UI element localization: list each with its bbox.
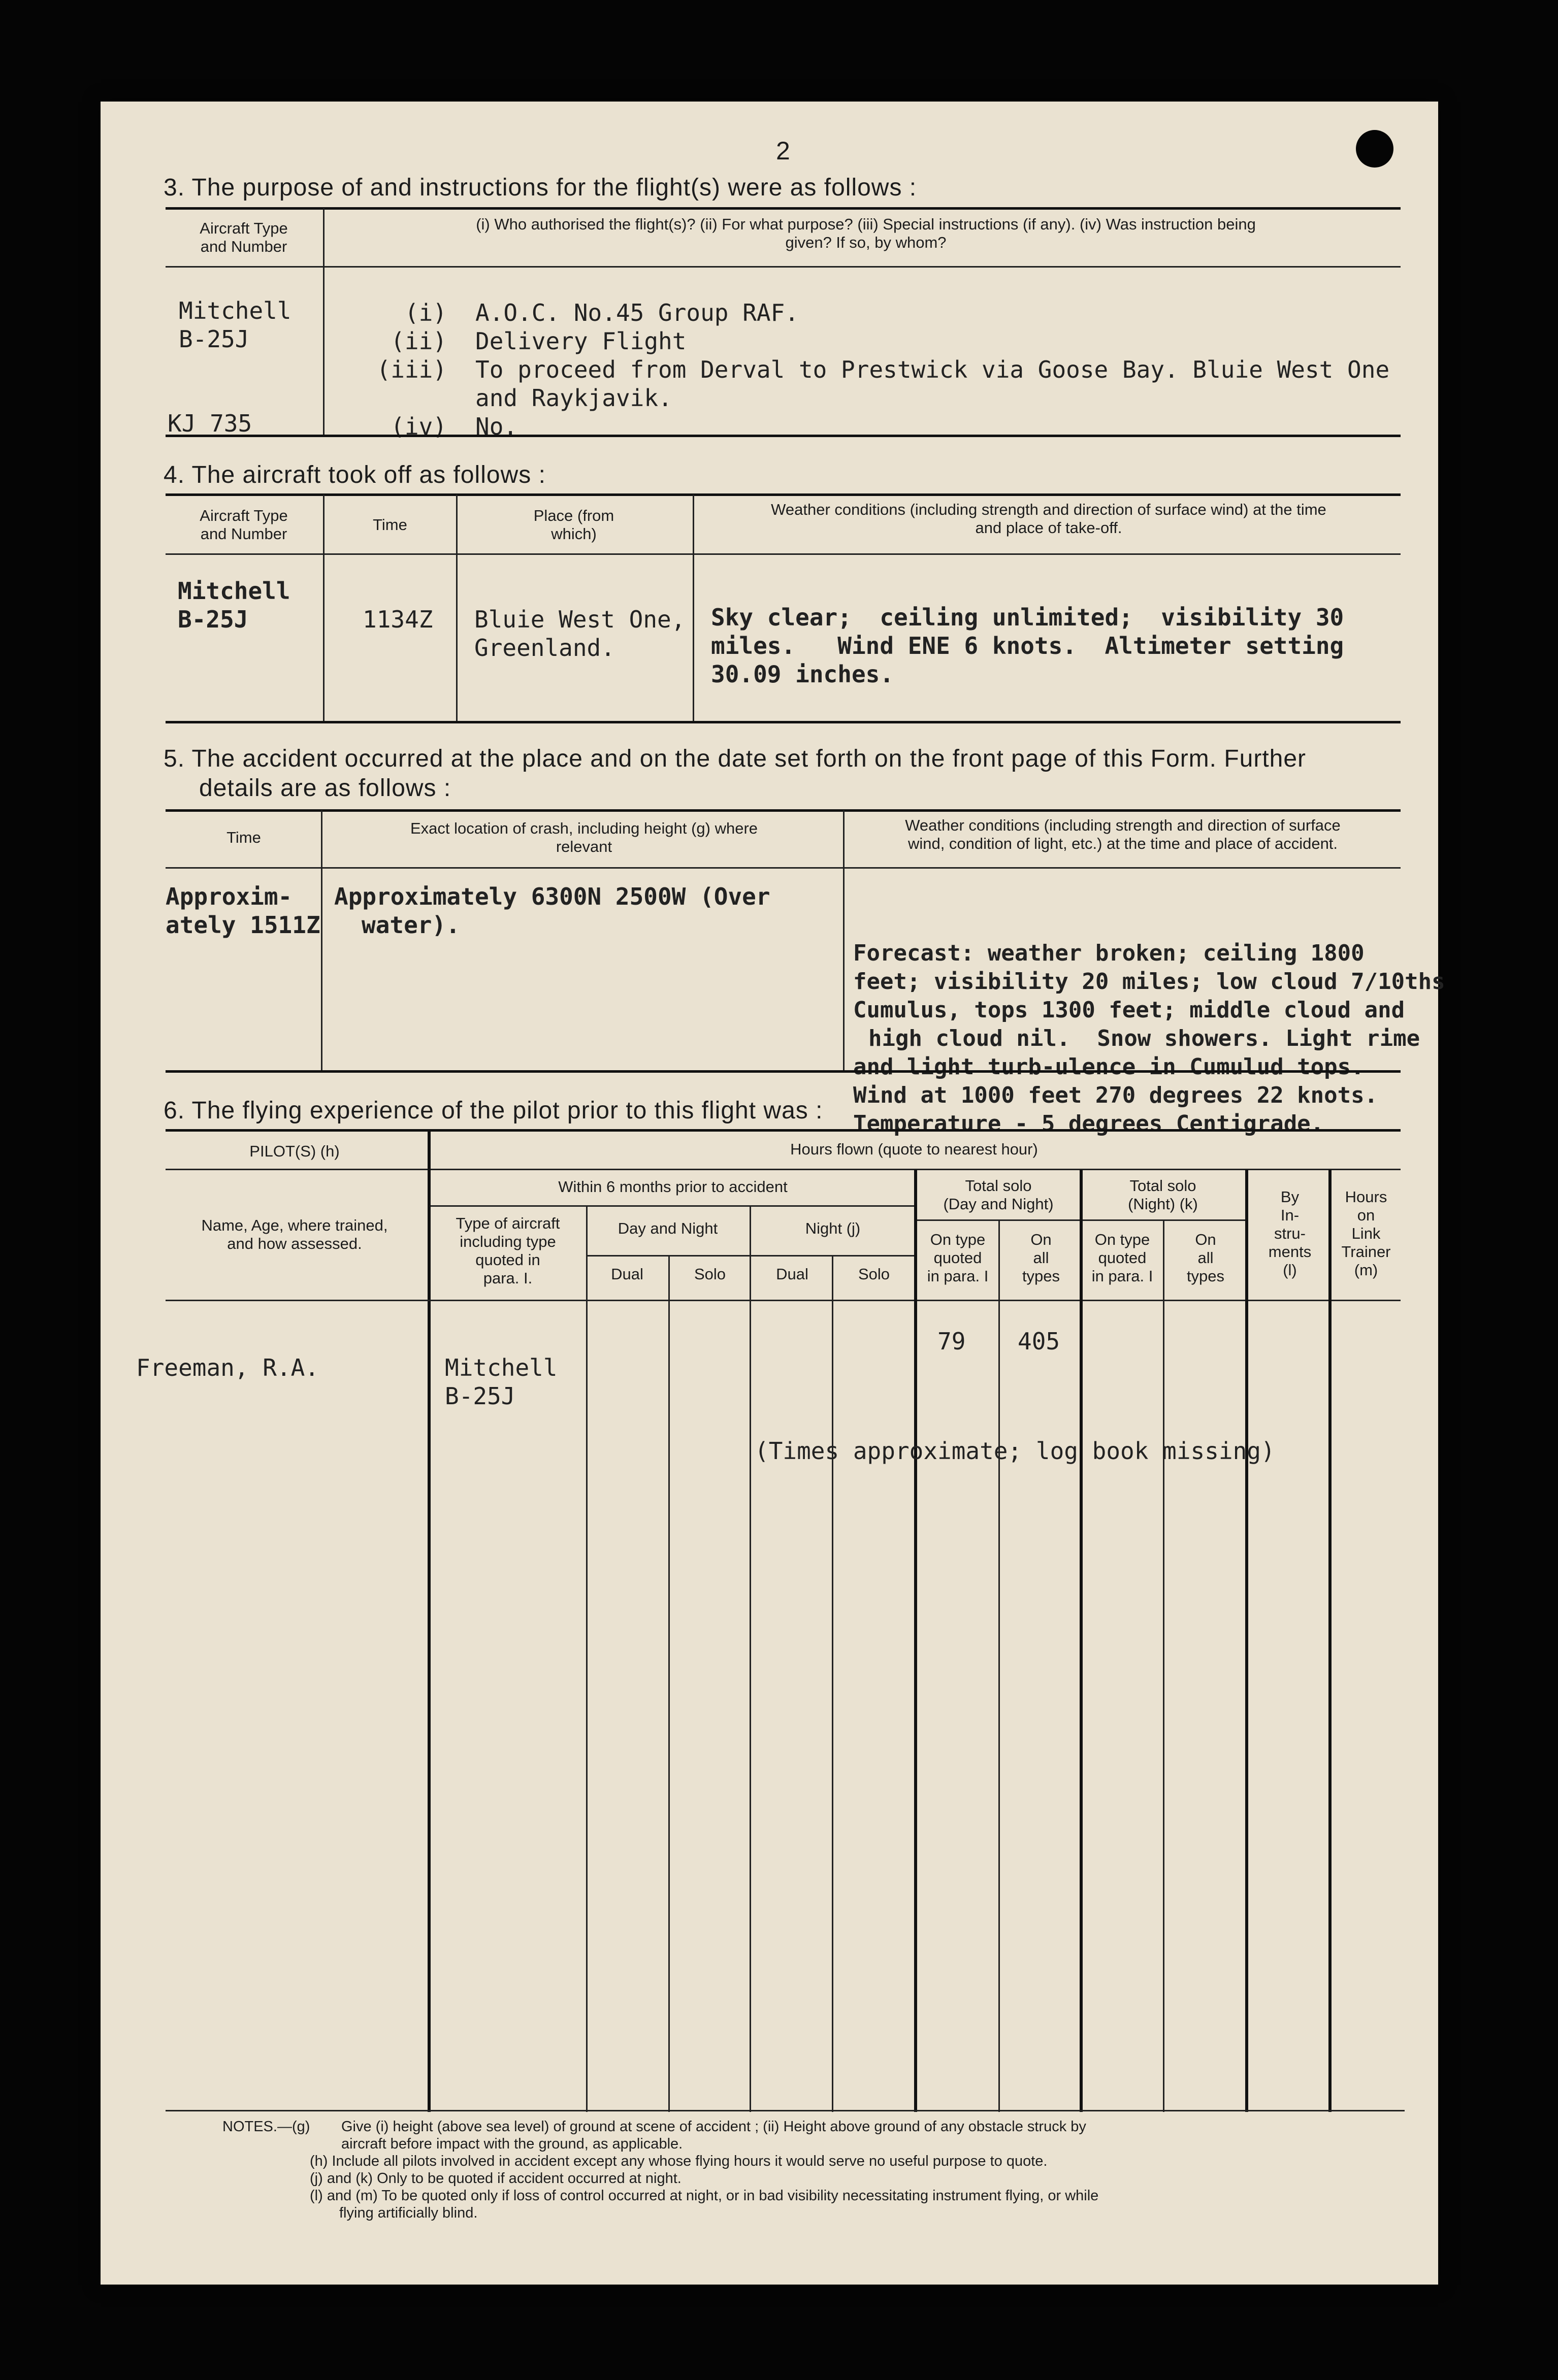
col-name-header: Name, Age, where trained, and how assessed. bbox=[201, 1216, 388, 1252]
aircraft-type: Mitchell B-25J bbox=[178, 577, 290, 633]
col-time-header: Time bbox=[226, 829, 261, 846]
rule bbox=[166, 721, 1401, 723]
col-divider bbox=[1328, 1170, 1332, 2112]
section-6-heading: 6. The flying experience of the pilot prior to this flight was : bbox=[164, 1097, 823, 1124]
col-location-header: Exact location of crash, including height (g) where relevant bbox=[410, 819, 758, 855]
col-pilot-header: PILOT(S) (h) bbox=[249, 1142, 340, 1160]
col-dual-header: Dual bbox=[611, 1265, 643, 1283]
col-instruments-header: By In- stru- ments (l) bbox=[1268, 1188, 1312, 1279]
col-on-type-header: On type quoted in para. I bbox=[1091, 1231, 1153, 1285]
col-divider bbox=[1080, 1170, 1083, 2112]
col-divider bbox=[668, 1256, 670, 2112]
rule bbox=[166, 809, 1401, 812]
col-divider bbox=[323, 494, 324, 723]
punch-hole bbox=[1356, 130, 1393, 168]
total-solo-all-types: 405 bbox=[1018, 1328, 1060, 1355]
col-all-types-header: On all types bbox=[1022, 1231, 1060, 1285]
col-all-types-header: On all types bbox=[1186, 1231, 1225, 1285]
rule bbox=[166, 266, 1401, 268]
rule bbox=[166, 1169, 1401, 1170]
rule bbox=[166, 207, 1401, 210]
col-hours-header: Hours flown (quote to nearest hour) bbox=[790, 1140, 1038, 1158]
col-aircraft-type-header: Aircraft Type and Number bbox=[200, 507, 288, 543]
col-total-solo-night-header: Total solo (Night) (k) bbox=[1128, 1177, 1198, 1213]
aircraft-serial: KJ 735 bbox=[168, 410, 252, 437]
rule bbox=[166, 1070, 1401, 1073]
rule bbox=[166, 553, 1401, 555]
col-aircraft-type-header: Type of aircraft including type quoted in para. I. bbox=[456, 1214, 560, 1287]
rule bbox=[166, 1300, 1401, 1301]
takeoff-time: 1134Z bbox=[363, 606, 433, 633]
col-divider bbox=[1245, 1170, 1248, 2112]
accident-time: Approxim- ately 1511Z bbox=[166, 883, 320, 939]
col-link-trainer-header: Hours on Link Trainer (m) bbox=[1341, 1188, 1391, 1279]
col-divider bbox=[321, 810, 322, 1072]
item-numbers: (i) (ii) (iii) (iv) bbox=[376, 299, 447, 440]
page-number: 2 bbox=[776, 137, 790, 165]
accident-location: Approximately 6300N 2500W (Over water). bbox=[334, 883, 770, 939]
aircraft-type: Mitchell B-25J bbox=[179, 297, 291, 353]
col-divider bbox=[750, 1206, 751, 2112]
pilot-aircraft-type: Mitchell B-25J bbox=[445, 1354, 558, 1410]
section-3-heading: 3. The purpose of and instructions for the flight(s) were as follows : bbox=[164, 174, 917, 201]
pilot-name: Freeman, R.A. bbox=[136, 1354, 319, 1381]
col-solo-header: Solo bbox=[694, 1265, 726, 1283]
col-weather-header: Weather conditions (including strength and direction of surface wind) at the time and place of take-off. bbox=[771, 501, 1326, 537]
col-dual-header: Dual bbox=[776, 1265, 808, 1283]
hours-note: (Times approximate; log book missing) bbox=[755, 1437, 1275, 1465]
section-4-heading: 4. The aircraft took off as follows : bbox=[164, 461, 546, 488]
col-divider bbox=[323, 208, 324, 437]
col-within-6-months-header: Within 6 months prior to accident bbox=[558, 1178, 788, 1196]
col-questions-header: (i) Who authorised the flight(s)? (ii) For what purpose? (iii) Special instructions (if any). (iv) Was instruction being given? If so, by whom? bbox=[476, 215, 1256, 251]
total-solo-on-type: 79 bbox=[937, 1328, 966, 1355]
notes-label: NOTES.—(g) bbox=[222, 2119, 310, 2135]
section-5-heading: 5. The accident occurred at the place and on the date set forth on the front page of this Form. Further details are as follows : bbox=[164, 745, 1307, 802]
col-solo-header: Solo bbox=[858, 1265, 890, 1283]
notes-text: Give (i) height (above sea level) of ground at scene of accident ; (ii) Height above ground of any obstacle struck by aircraft before impact with the ground, as applicable. bbox=[341, 2119, 1086, 2152]
col-divider bbox=[843, 810, 845, 1072]
rule bbox=[166, 493, 1401, 496]
col-total-solo-header: Total solo (Day and Night) bbox=[943, 1177, 1054, 1213]
col-divider bbox=[586, 1206, 588, 2112]
col-divider bbox=[428, 1130, 431, 2112]
notes-text: (h) Include all pilots involved in accident except any whose flying hours it would serve no useful purpose to quote. (j) and (k) Only to be quoted if accident occurred at night. (l) and (m) To be quoted only if loss of control occurred at night, or in bad visibility necessitating instrument flying, or while flying artificially blind. bbox=[310, 2153, 1099, 2221]
col-divider bbox=[998, 1220, 1000, 2112]
col-divider bbox=[693, 494, 694, 723]
col-weather-header: Weather conditions (including strength and direction of surface wind, condition of light, etc.) at the time and place of accident. bbox=[905, 816, 1341, 852]
col-on-type-header: On type quoted in para. I bbox=[927, 1231, 989, 1285]
col-divider bbox=[456, 494, 458, 723]
col-night-header: Night (j) bbox=[805, 1219, 861, 1237]
col-place-header: Place (from which) bbox=[533, 507, 614, 543]
takeoff-place: Bluie West One, Greenland. bbox=[474, 606, 686, 662]
rule bbox=[166, 1129, 1401, 1132]
col-day-night-header: Day and Night bbox=[618, 1219, 718, 1237]
takeoff-weather: Sky clear; ceiling unlimited; visibility 30 miles. Wind ENE 6 knots. Altimeter setting 30.09 inches. bbox=[711, 604, 1344, 688]
accident-weather: Forecast: weather broken; ceiling 1800 feet; visibility 20 miles; low cloud 7/10ths Cumulus, tops 1300 feet; middle cloud and high cloud nil. Snow showers. Light rime and light turb-ulence in Cumulud tops. Wind at 1000 feet 270 degrees 22 knots. Temperature - 5 degrees Centigrade. bbox=[853, 940, 1445, 1137]
rule bbox=[166, 867, 1401, 869]
col-divider bbox=[1163, 1220, 1164, 2112]
purpose-answers: A.O.C. No.45 Group RAF. Delivery Flight To proceed from Derval to Prestwick via Goose Bay. Bluie West One and Raykjavik. No. bbox=[475, 299, 1390, 440]
col-time-header: Time bbox=[373, 516, 407, 534]
col-aircraft-type-header: Aircraft Type and Number bbox=[200, 219, 288, 255]
rule bbox=[431, 1205, 914, 1207]
col-divider bbox=[832, 1256, 833, 2112]
rule bbox=[166, 2110, 1405, 2111]
rule bbox=[166, 435, 1401, 437]
col-divider bbox=[914, 1170, 917, 2112]
